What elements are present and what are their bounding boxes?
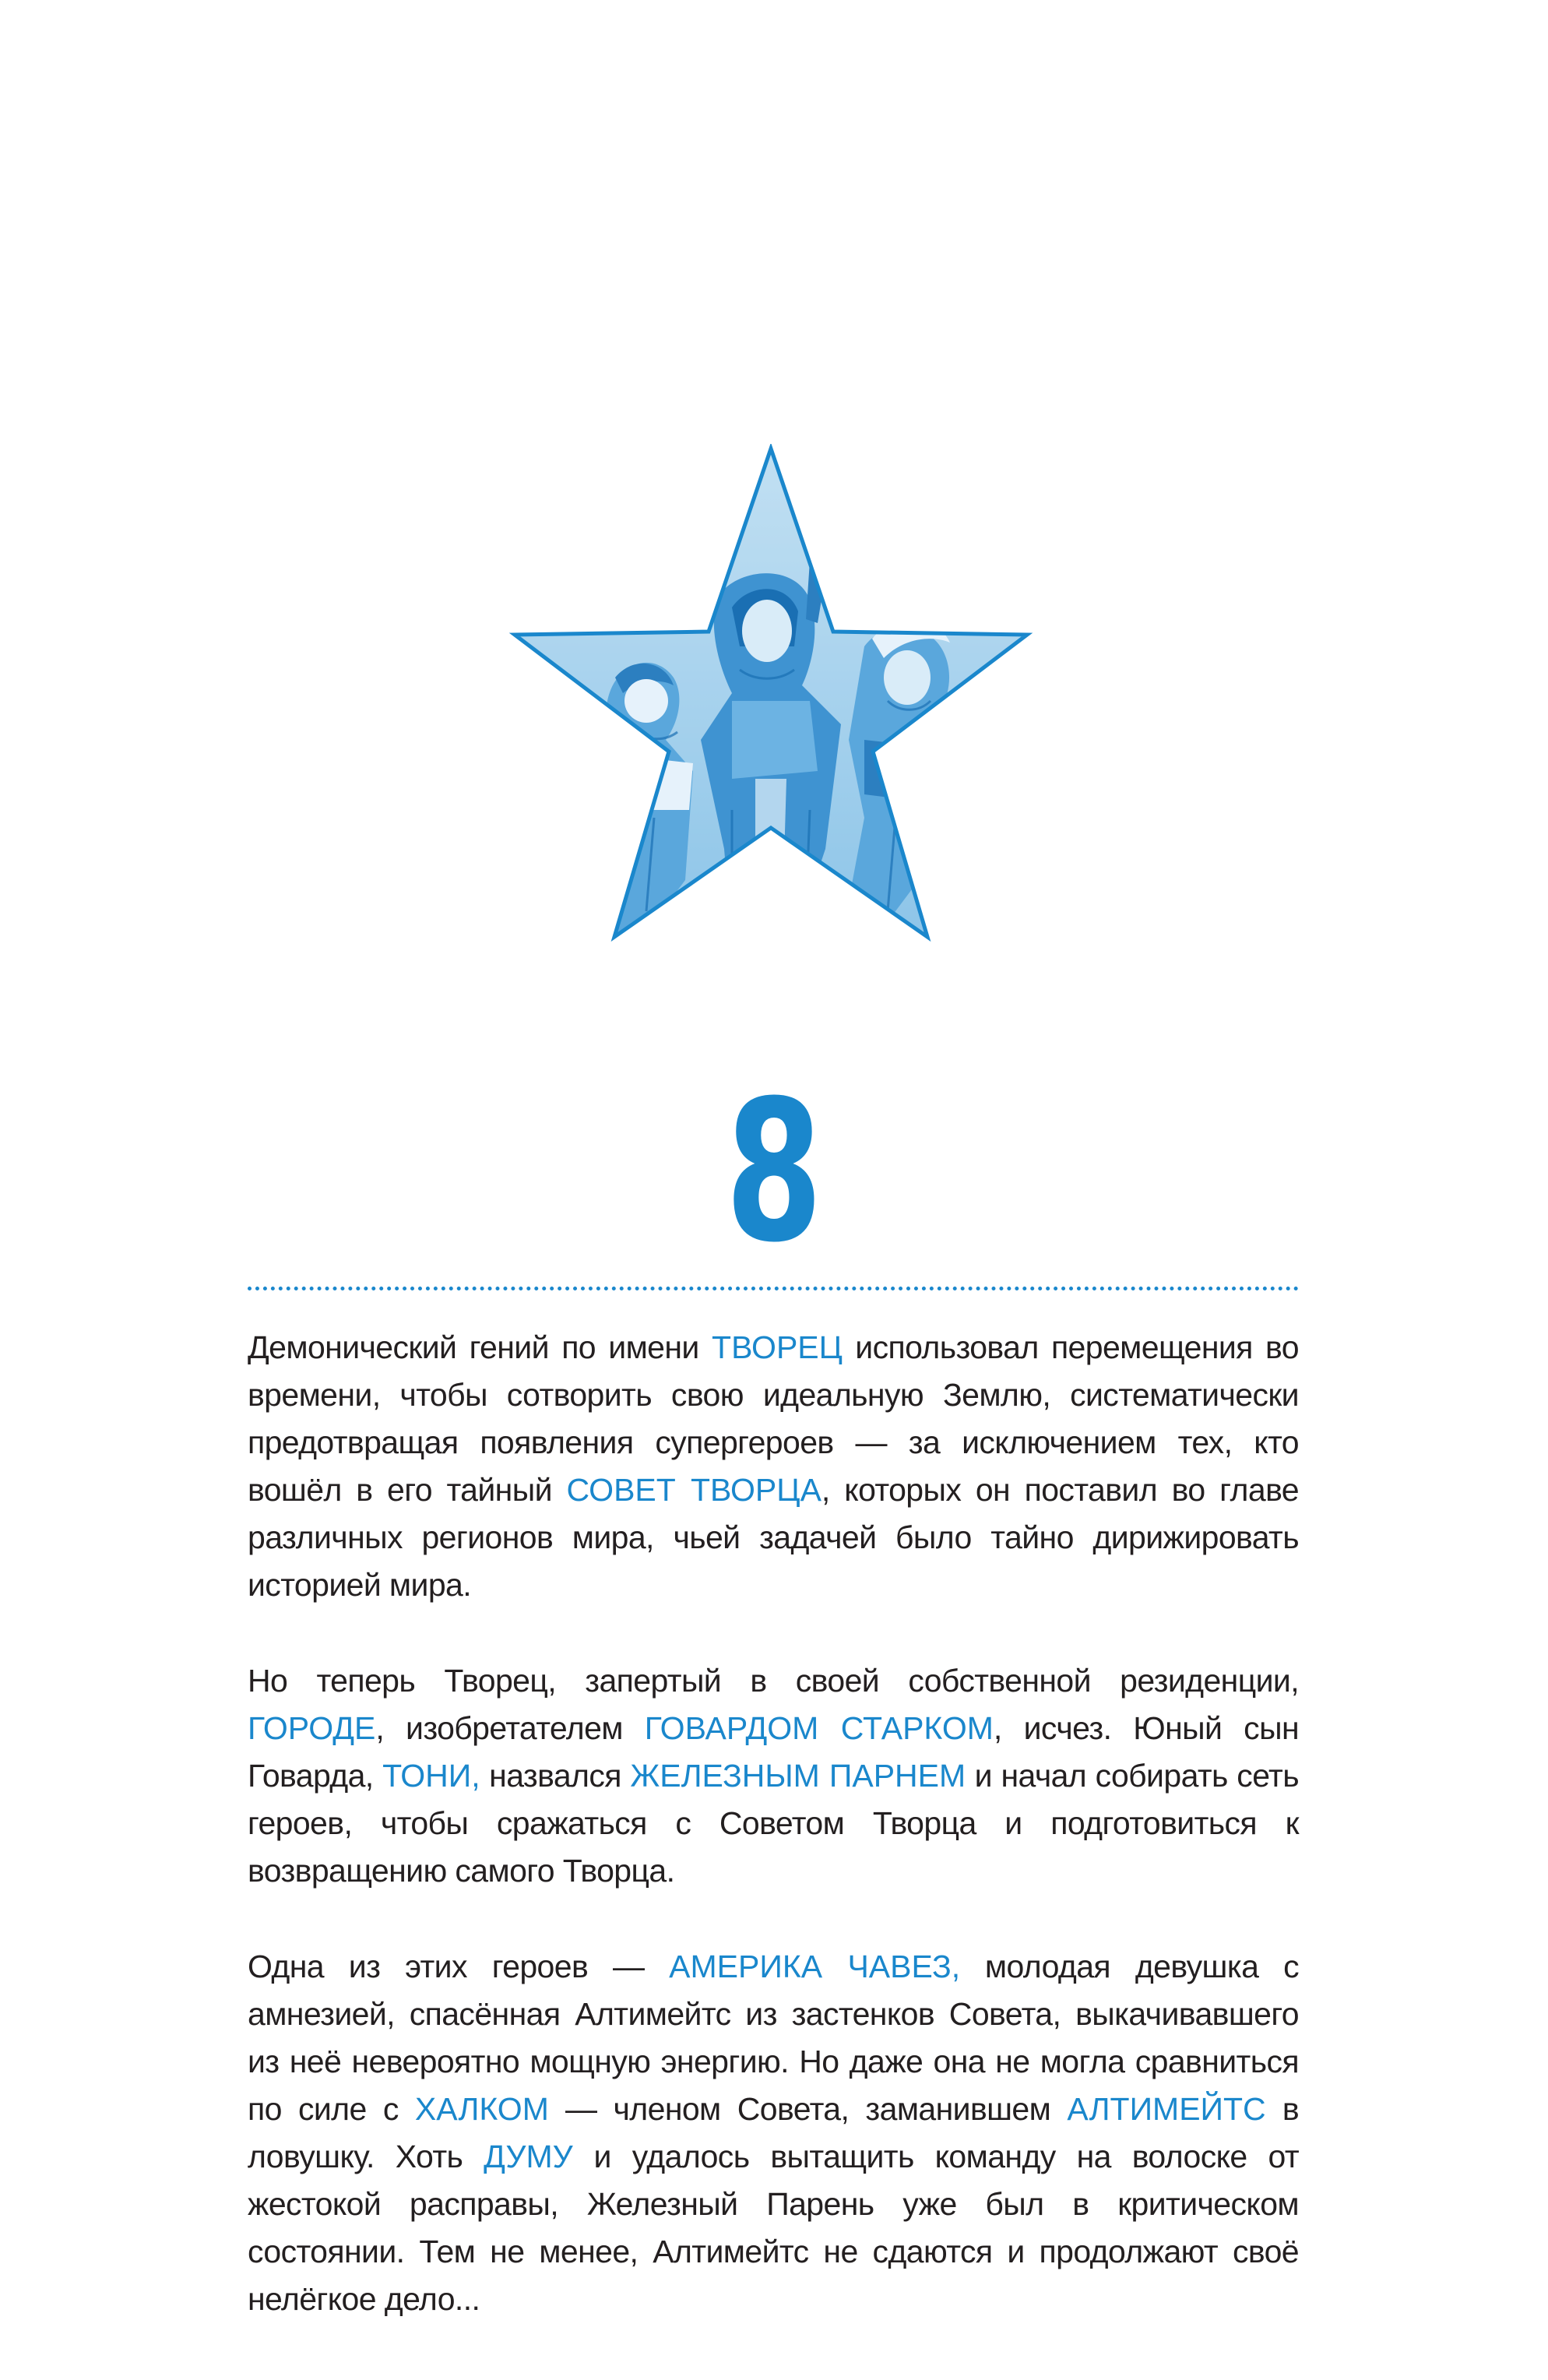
- text-span: Демонический гений по имени: [248, 1329, 712, 1365]
- text-span: , исчез. Юный сын Говарда,: [248, 1710, 1299, 1794]
- highlight-name: ТОНИ,: [382, 1758, 480, 1794]
- recap-paragraph-1: [248, 1324, 1299, 1609]
- highlight-name: ТВОРЕЦ: [712, 1329, 843, 1365]
- highlight-name: ГОРОДЕ: [248, 1710, 376, 1746]
- text-span: , изобретателем: [375, 1710, 645, 1746]
- highlight-name: СОВЕТ ТВОРЦА: [566, 1472, 821, 1508]
- text-span: использовал перемещения во времени, чтобы сотворить свою идеальную Землю, систематически предотвращая появления супергероев — за исключением тех, кто вошёл в его тайный: [248, 1329, 1299, 1508]
- recap-paragraph-2: [248, 1657, 1299, 1895]
- star-emblem: [498, 444, 1043, 958]
- text-span: , которых он поставил во главе различных регионов мира, чьей задачей было тайно дирижировать историей мира.: [248, 1472, 1300, 1603]
- dotted-divider: [248, 1287, 1299, 1290]
- star-icon: [498, 444, 1043, 958]
- text-span: — членом Совета, заманившем: [548, 2091, 1068, 2127]
- text-span: молодая девушка с амнезией, спасённая Алтимейтс из застенков Совета, выкачивавшего из неё невероятно мощную энергию. Но даже она не могла сравниться по силе с: [248, 1949, 1299, 2127]
- text-span: и удалось вытащить команду на волоске от жестокой расправы, Железный Парень уже был в критическом состоянии. Тем не менее, Алтимейтс не сдаются и продолжают своё нелёгкое дело...: [248, 2139, 1299, 2317]
- chapter-number: 8: [725, 1058, 823, 1285]
- recap-paragraph-3: [248, 1943, 1299, 2323]
- highlight-name: ГОВАРДОМ СТАРКОМ: [644, 1710, 994, 1746]
- highlight-name: ЖЕЛЕЗНЫМ ПАРНЕМ: [630, 1758, 966, 1794]
- highlight-name: АЛТИМЕЙТС: [1067, 2091, 1266, 2127]
- highlight-name: ХАЛКОМ: [414, 2091, 549, 2127]
- recap-text: [248, 1324, 1299, 2371]
- text-span: Но теперь Творец, запертый в своей собственной резиденции,: [248, 1663, 1299, 1699]
- text-span: назвался: [480, 1758, 631, 1794]
- text-span: Одна из этих героев —: [248, 1949, 670, 1984]
- highlight-name: ДУМУ: [484, 2139, 573, 2174]
- text-span: и начал собирать сеть героев, чтобы сражаться с Советом Творца и подготовиться к возвращению самого Творца.: [248, 1758, 1299, 1889]
- highlight-name: АМЕРИКА ЧАВЕЗ,: [669, 1949, 961, 1984]
- text-span: в ловушку. Хоть: [248, 2091, 1299, 2174]
